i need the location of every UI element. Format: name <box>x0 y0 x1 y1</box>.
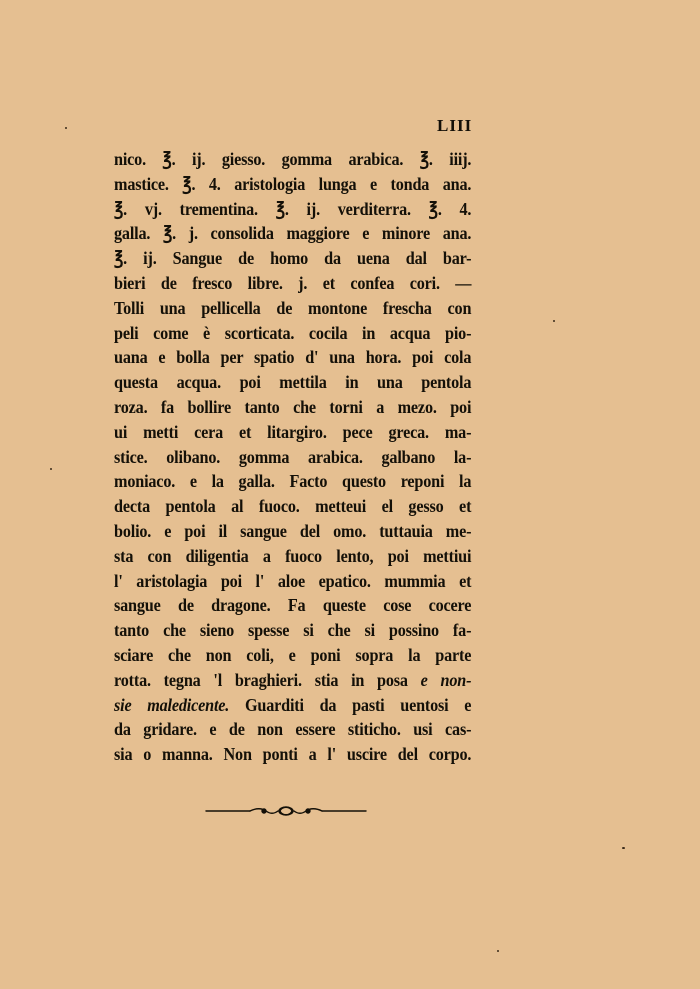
line-text: bieri de fresco libre. j. et confea cori. — <box>114 272 472 293</box>
text-line <box>114 717 471 742</box>
text-line <box>114 569 471 594</box>
tailpiece-ornament-icon <box>204 800 368 822</box>
text-line <box>114 420 471 445</box>
line-text: l' aristolagia poi l' aloe epatico. mummia et <box>114 570 472 591</box>
line-text: sangue de dragone. Fa queste cose cocere <box>114 595 472 616</box>
line-text: rotta. tegna 'l braghieri. stia in posa <box>114 669 408 690</box>
text-line <box>114 345 471 370</box>
text-line <box>114 618 471 643</box>
line-text: Guarditi da pasti uentosi e <box>244 694 472 715</box>
italic-text: e non- <box>420 669 472 690</box>
text-line <box>114 668 471 693</box>
line-text: Tolli una pellicella de montone frescha con <box>114 297 472 318</box>
text-line <box>114 544 471 569</box>
line-text: stice. olibano. gomma arabica. galbano la- <box>114 446 472 467</box>
line-text: da gridare. e de non essere stiticho. usi cas- <box>114 719 472 740</box>
line-text: ui metti cera et litargiro. pece greca. ma- <box>114 421 472 442</box>
line-text: tanto che sieno spesse si che si possino fa- <box>114 620 472 641</box>
line-text: moniaco. e la galla. Facto questo reponi la <box>114 471 472 492</box>
paper-speck <box>622 847 625 849</box>
text-line <box>114 296 471 321</box>
text-line <box>114 494 471 519</box>
text-line <box>114 742 471 767</box>
line-text: sta con diligentia a fuoco lento, poi mettiui <box>114 545 472 566</box>
paper-speck <box>65 127 67 129</box>
line-text: mastice. ℥. 4. aristologia lunga e tonda ana. <box>114 173 472 194</box>
line-text: bolio. e poi il sangue del omo. tuttauia me- <box>114 520 472 541</box>
line-text: nico. ℥. ij. giesso. gomma arabica. ℥. iiij. <box>114 149 472 169</box>
line-text: sia o manna. Non ponti a l' uscire del corpo. <box>114 744 472 765</box>
text-line <box>114 221 471 246</box>
text-line <box>114 519 471 544</box>
text-line <box>114 395 471 420</box>
text-line <box>114 197 471 222</box>
text-line <box>114 321 471 346</box>
line-text: ℥. ij. Sangue de homo da uena dal bar- <box>114 248 472 269</box>
text-line <box>114 445 471 470</box>
line-text: uana e bolla per spatio d' una hora. poi cola <box>114 347 472 368</box>
text-line <box>114 693 471 718</box>
paper-speck <box>553 320 555 322</box>
text-line <box>114 469 471 494</box>
text-line <box>114 246 471 271</box>
text-line <box>114 271 471 296</box>
text-line <box>114 643 471 668</box>
line-text: ℥. vj. trementina. ℥. ij. verditerra. ℥. 4. <box>114 198 472 219</box>
text-line <box>114 593 471 618</box>
paper-speck <box>497 950 499 952</box>
paper-speck <box>50 468 52 470</box>
text-line <box>114 172 471 197</box>
text-line <box>114 370 471 395</box>
line-text: galla. ℥. j. consolida maggiore e minore ana. <box>114 223 472 244</box>
line-text: roza. fa bollire tanto che torni a mezo. poi <box>114 396 472 417</box>
line-text: peli come è scorticata. cocila in acqua pio- <box>114 322 472 343</box>
page-number: LIII <box>437 116 473 135</box>
text-line <box>114 147 471 172</box>
line-text: decta pentola al fuoco. metteui el gesso et <box>114 496 472 517</box>
line-text: questa acqua. poi mettila in una pentola <box>114 372 472 393</box>
body-text <box>114 147 472 767</box>
italic-text: sie maledicente. <box>114 694 230 715</box>
line-text: sciare che non coli, e poni sopra la parte <box>114 644 472 665</box>
